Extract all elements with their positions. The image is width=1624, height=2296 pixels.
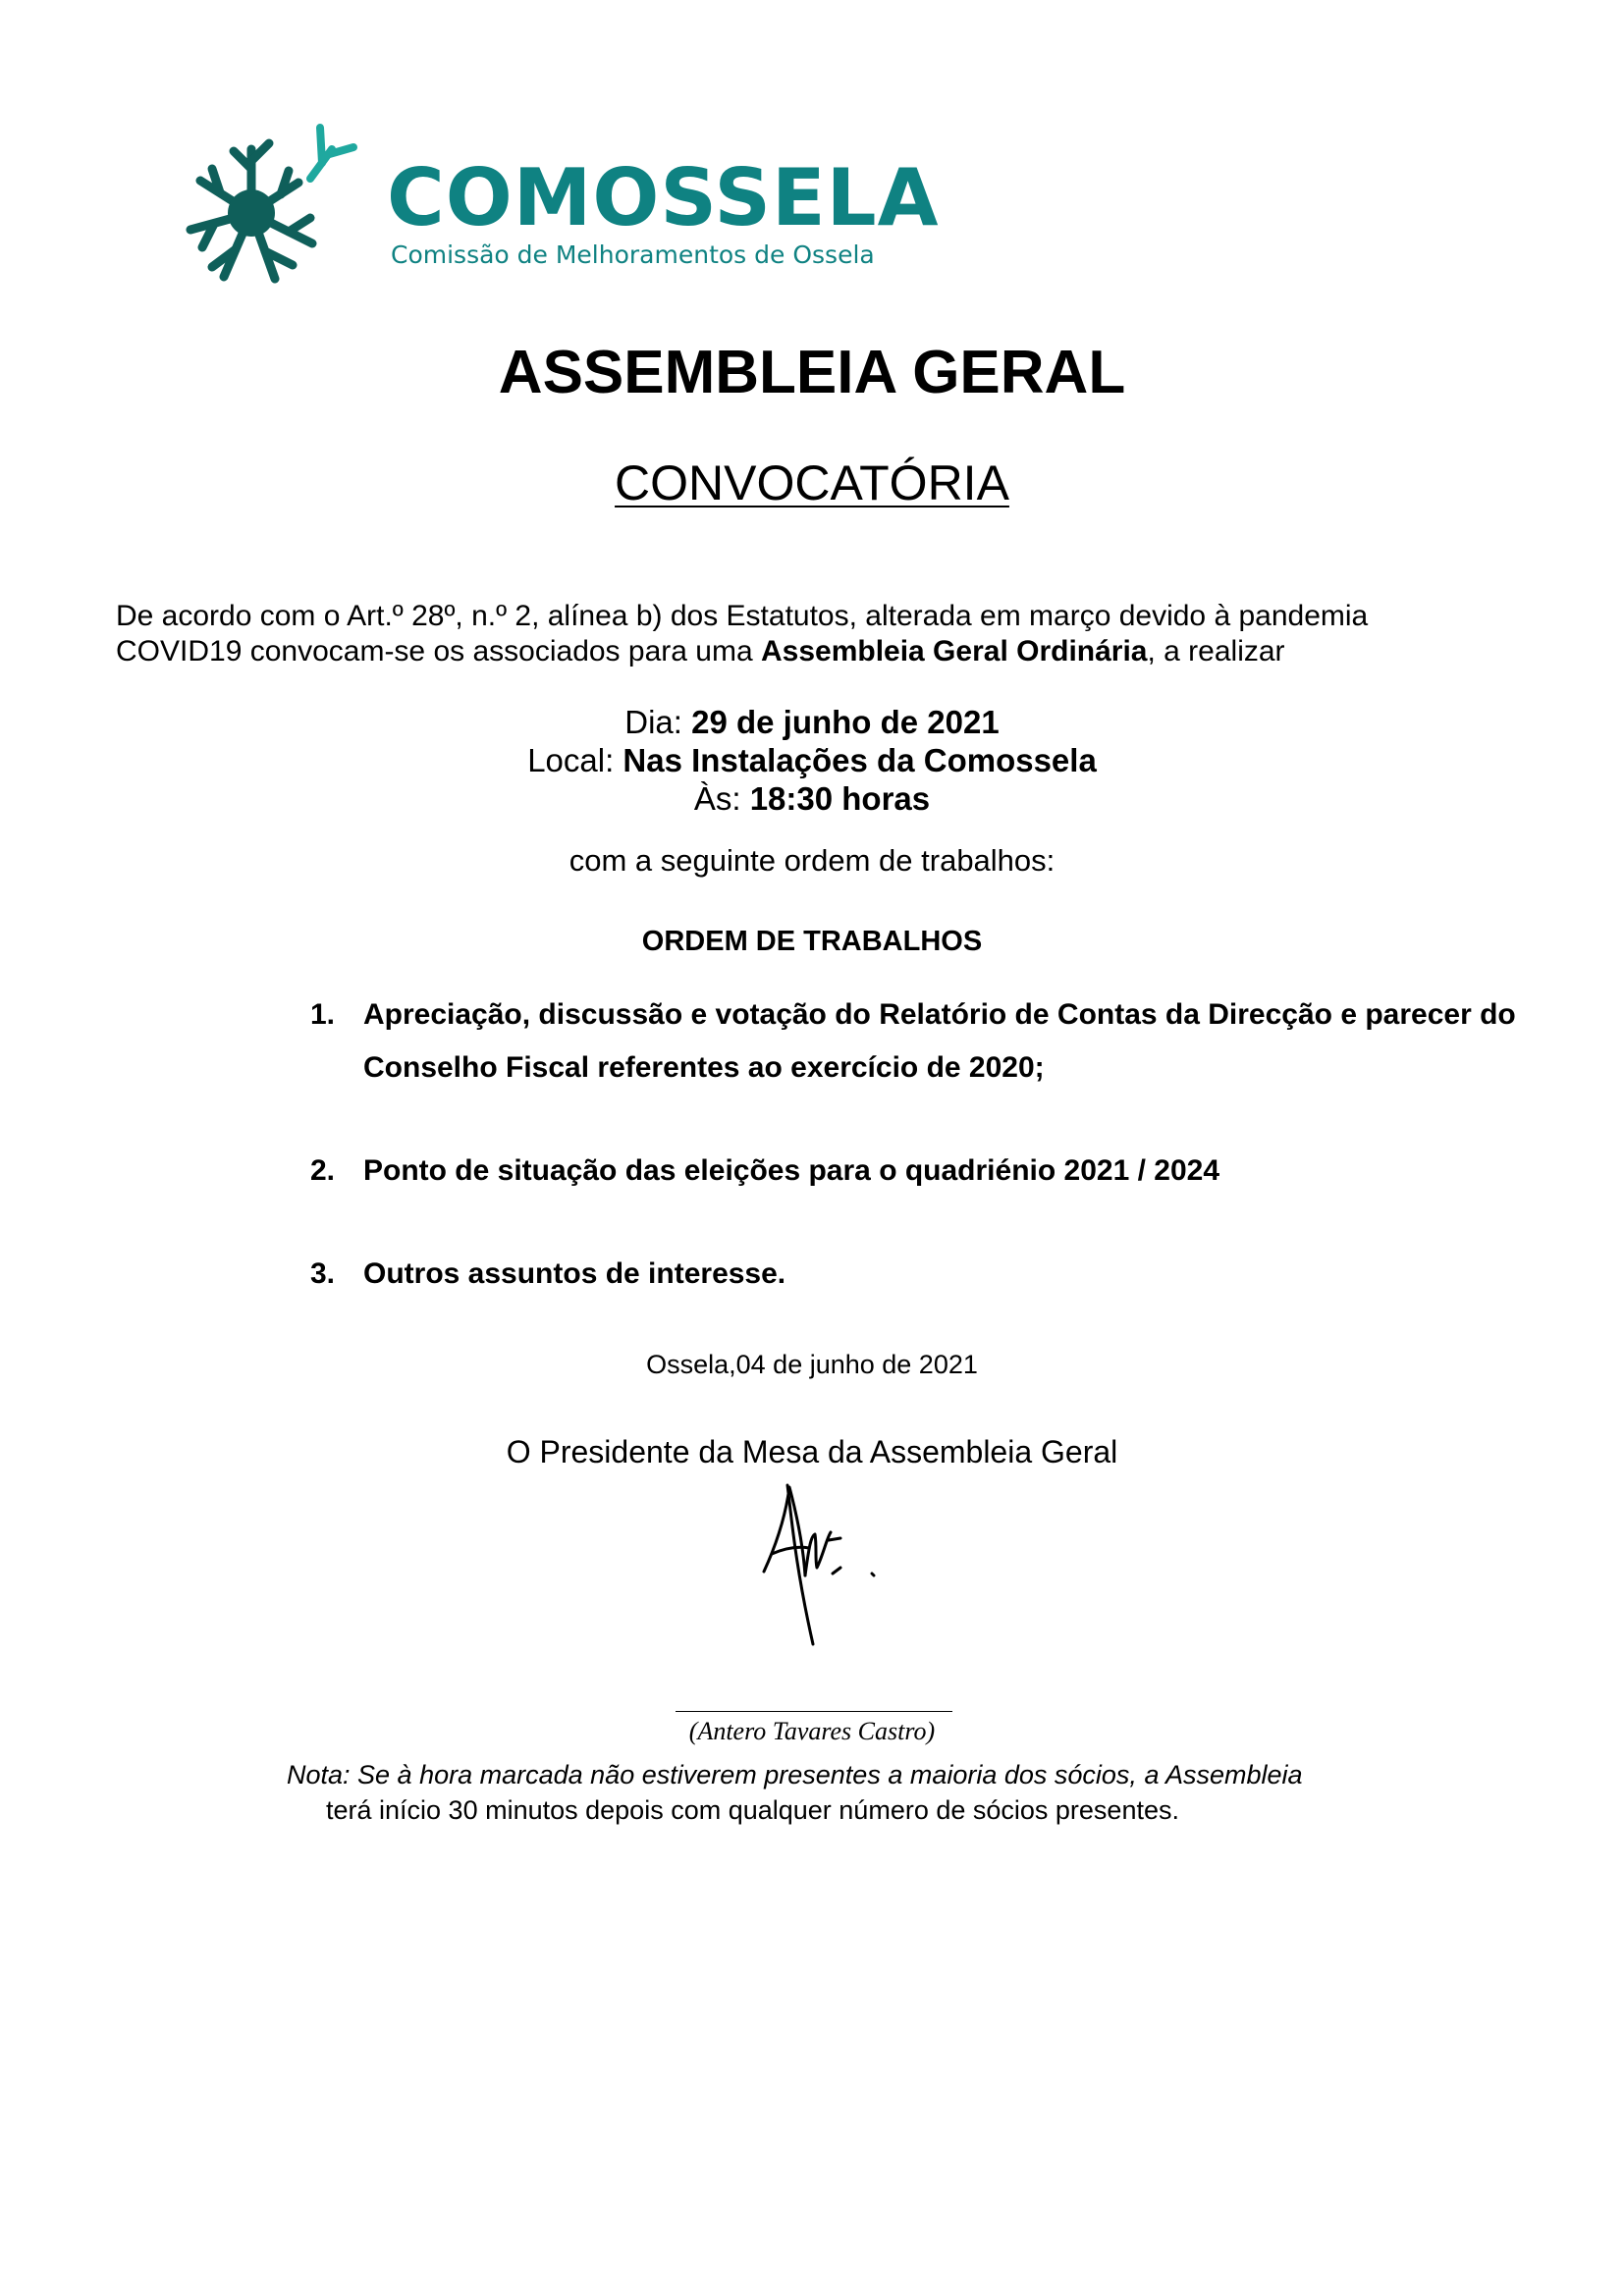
president-title: O Presidente da Mesa da Assembleia Geral [506, 1434, 1118, 1469]
document-subtitle: CONVOCATÓRIA [615, 455, 1009, 510]
meeting-time [0, 779, 1624, 818]
agenda-heading: ORDEM DE TRABALHOS [641, 926, 983, 957]
time-label: Às: [693, 780, 750, 817]
tree-roots-logo-icon [173, 120, 359, 292]
agenda-intro: com a seguinte ordem de trabalhos: [568, 843, 1056, 878]
agenda-item [310, 1248, 1528, 1301]
meeting-details [0, 703, 1624, 818]
logo-tagline: Comissão de Melhoramentos de Ossela [391, 240, 875, 269]
signature-line [676, 1711, 952, 1712]
intro-line-2-start: COVID19 convocam-se os associados para uma [116, 635, 761, 667]
footnote [287, 1757, 1465, 1828]
handwritten-signature [746, 1477, 903, 1654]
intro-line-2 [116, 634, 1490, 669]
footnote-line-2: terá início 30 minutos depois com qualquer número de sócios presentes. [326, 1795, 1179, 1825]
intro-line-1: De acordo com o Art.º 28º, n.º 2, alínea b) dos Estatutos, alterada em março devido à pandemia [116, 600, 1369, 632]
agenda-item-text: Apreciação, discussão e votação do Relatório de Contas da Direcção e parecer do Conselho Fiscal referentes ao exercício de 2020; [363, 998, 1516, 1084]
document-title: ASSEMBLEIA GERAL [498, 339, 1126, 406]
meeting-day [0, 703, 1624, 741]
day-label: Dia: [624, 704, 692, 740]
organization-logo [173, 120, 940, 296]
agenda-item-text: Ponto de situação das eleições para o quadriénio 2021 / 2024 [363, 1154, 1220, 1187]
meeting-type: Assembleia Geral Ordinária [760, 635, 1148, 667]
intro-line-2-end: , a realizar [1147, 635, 1285, 667]
agenda-item [310, 1145, 1528, 1198]
agenda-item-number: 2. [310, 1154, 336, 1187]
meeting-place [0, 741, 1624, 779]
signatory-name: (Antero Tavares Castro) [688, 1717, 936, 1745]
agenda-item-number: 1. [310, 998, 336, 1031]
intro-paragraph [116, 599, 1490, 669]
agenda-item [310, 988, 1528, 1095]
place-and-date: Ossela,04 de junho de 2021 [646, 1350, 978, 1379]
place-label: Local: [527, 742, 623, 778]
logo-name: COMOSSELA [387, 152, 940, 243]
time-value: 18:30 horas [749, 780, 931, 817]
day-value: 29 de junho de 2021 [691, 704, 1000, 740]
footnote-line-1: Nota: Se à hora marcada não estiverem presentes a maioria dos sócios, a Assembleia [287, 1760, 1303, 1789]
agenda-item-text: Outros assuntos de interesse. [363, 1257, 786, 1290]
place-value: Nas Instalações da Comossela [623, 742, 1097, 778]
agenda-item-number: 3. [310, 1257, 336, 1290]
